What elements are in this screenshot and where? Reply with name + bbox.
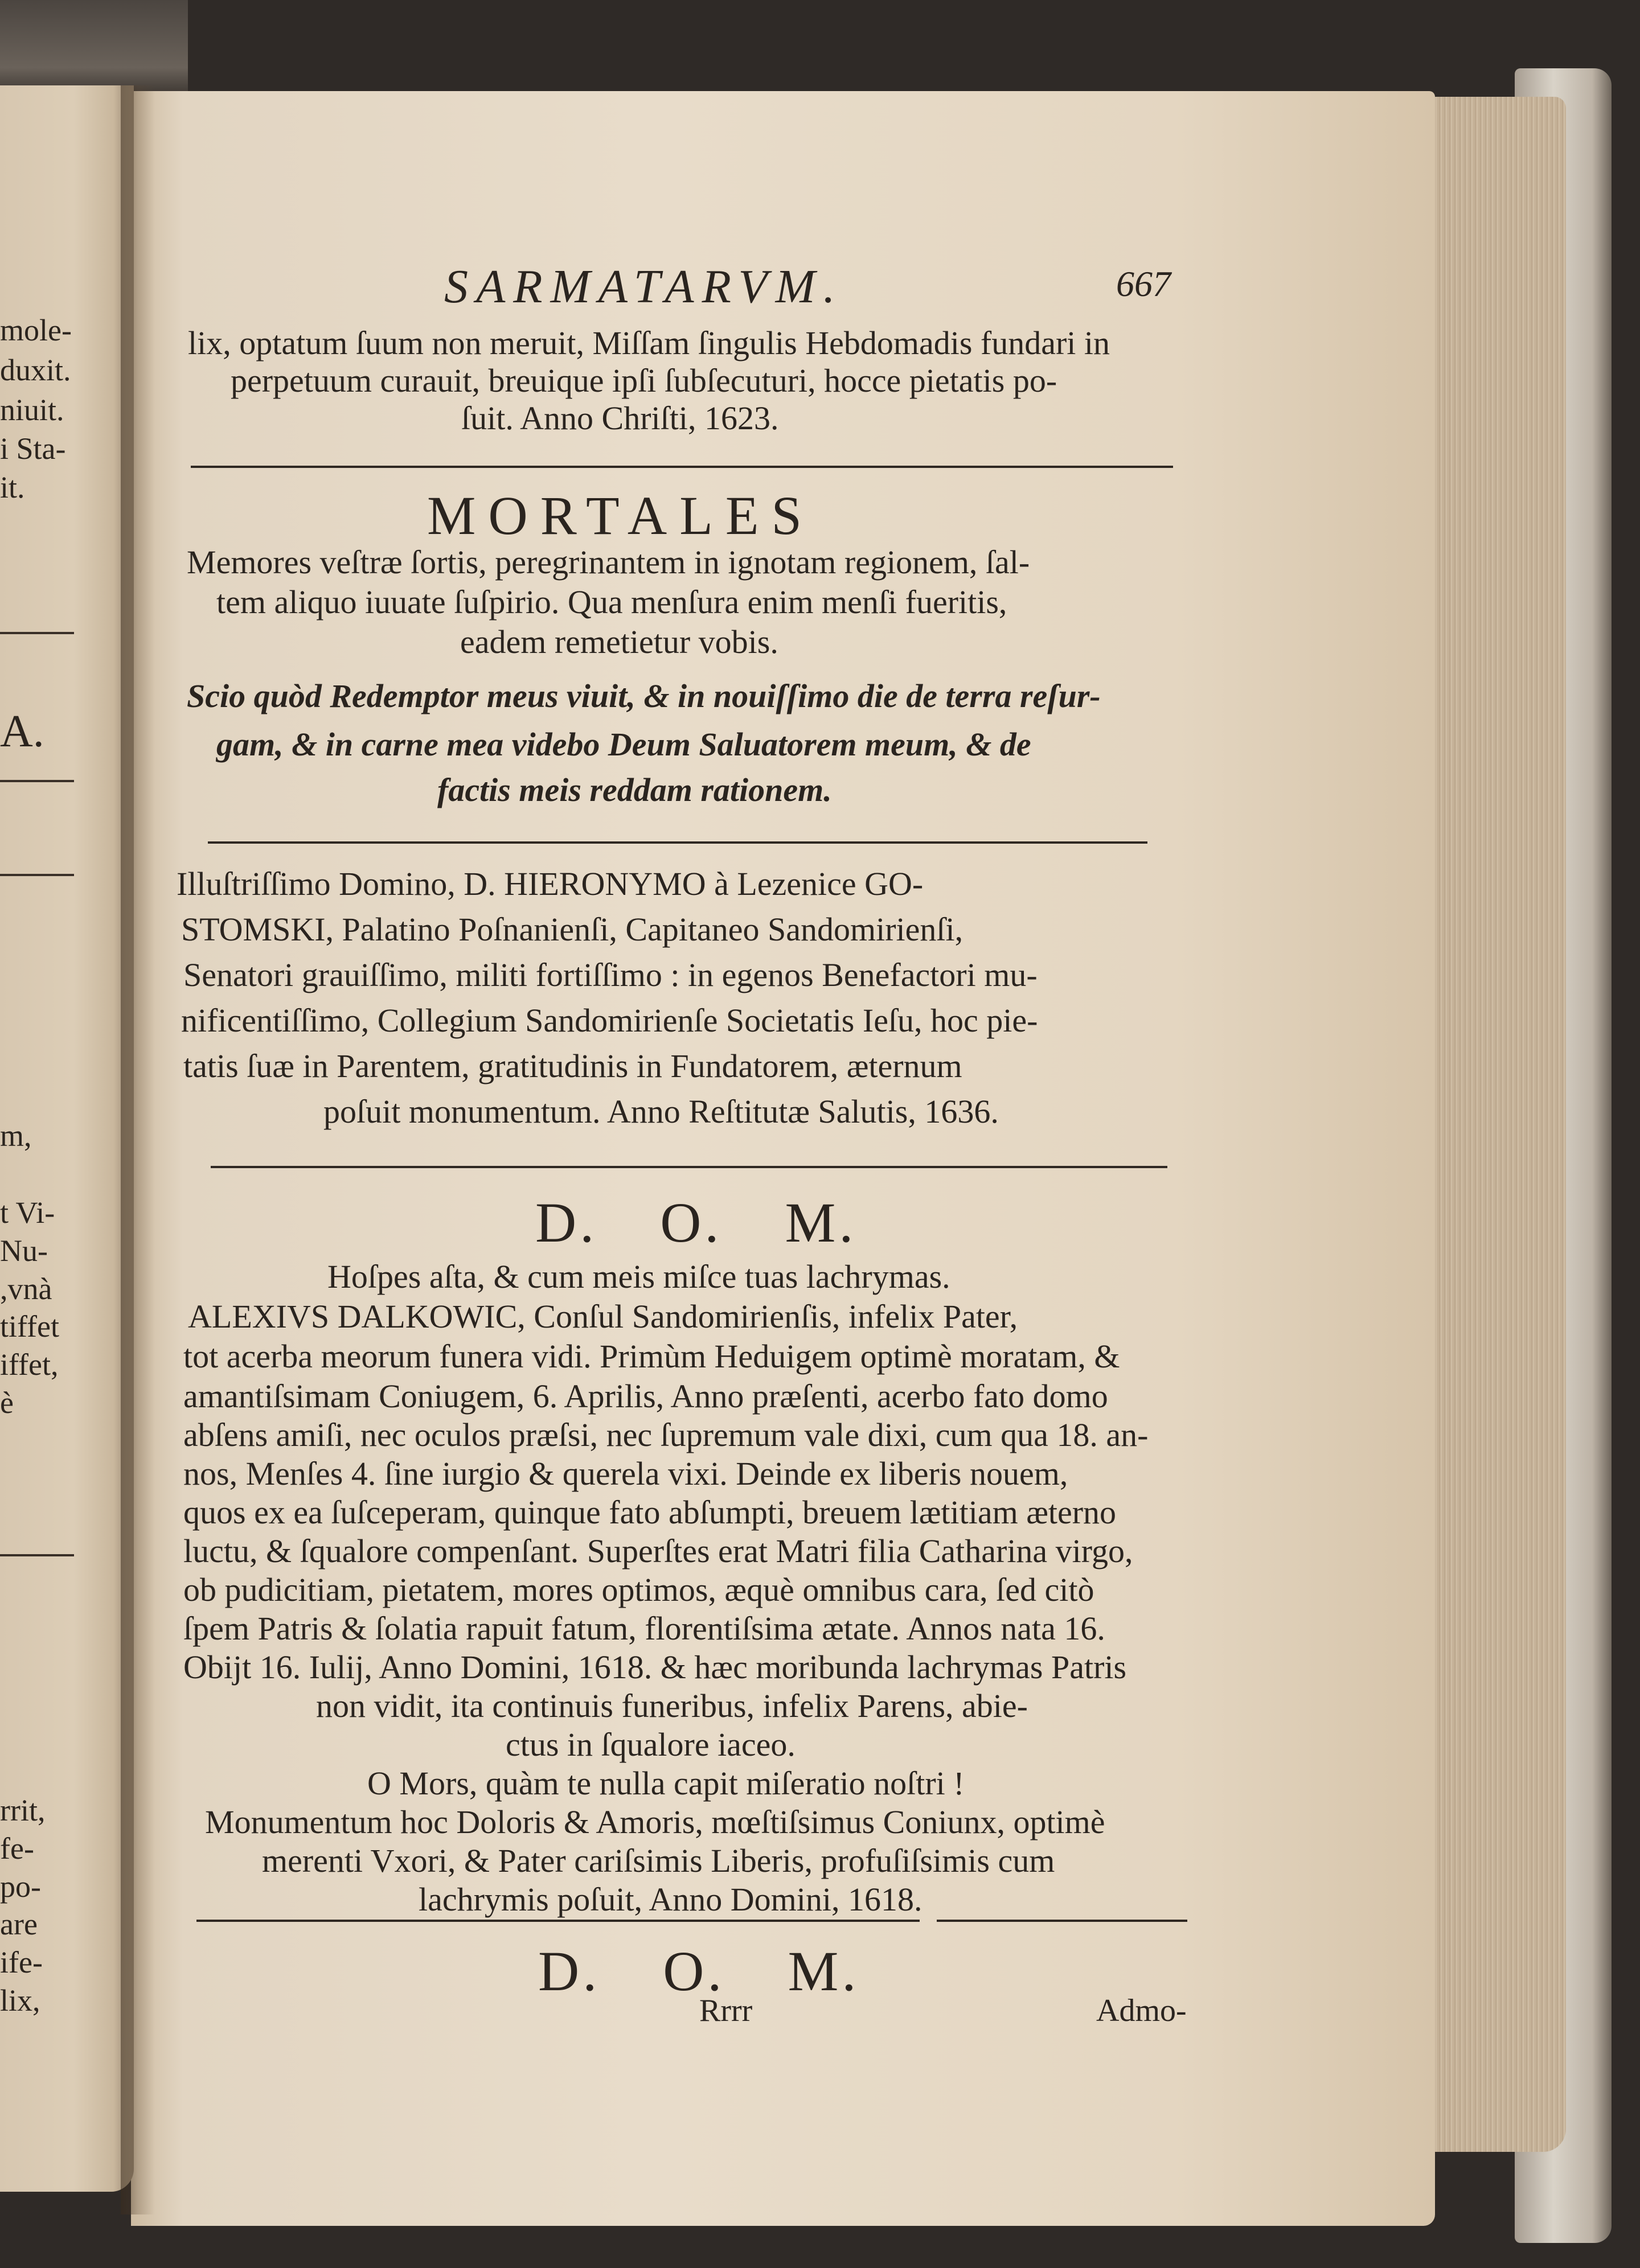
text-line: abſens amiſi, nec oculos præſsi, nec ſupremum vale dixi, cum qua 18. an- [183, 1416, 1149, 1453]
text-line: eadem remetietur vobis. [460, 623, 778, 660]
left-fragment: m, [0, 1119, 32, 1153]
left-rule [0, 632, 74, 634]
section-rule [208, 841, 1147, 844]
page-block-edges [1412, 97, 1566, 2152]
text-line: Obijt 16. Iulij, Anno Domini, 1618. & hæc moribunda lachrymas Patris [183, 1649, 1127, 1686]
book-gutter [121, 85, 155, 2214]
text-line: nificentiſſimo, Collegium Sandomirienſe Societatis Ieſu, hoc pie- [181, 1002, 1038, 1039]
left-fragment: iffet, [0, 1347, 59, 1382]
left-fragment: duxit. [0, 353, 71, 387]
section-rule [211, 1166, 1167, 1168]
section-rule [196, 1920, 920, 1922]
left-fragment: ife- [0, 1945, 43, 1979]
left-fragment: rrit, [0, 1793, 46, 1827]
text-line: Senatori grauiſſimo, militi fortiſſimo : in egenos Benefactori mu- [183, 956, 1038, 993]
text-line: perpetuum curauit, breuique ipſi ſubſecuturi, hocce pietatis po- [231, 362, 1057, 399]
left-fragment: fe- [0, 1831, 34, 1866]
left-fragment: niuit. [0, 393, 64, 427]
italic-line: factis meis reddam rationem. [437, 771, 832, 808]
text-line: quos ex ea ſuſceperam, quinque fato abſumpti, breuem lætitiam æterno [183, 1494, 1117, 1531]
left-fragment: t Vi- [0, 1195, 55, 1230]
left-rule [0, 780, 74, 782]
text-line: STOMSKI, Palatino Poſnanienſi, Capitaneo Sandomirienſi, [181, 911, 964, 948]
left-fragment: A. [0, 706, 44, 757]
section-rule [937, 1920, 1187, 1922]
page-number: 667 [1116, 264, 1171, 304]
text-line: amantiſsimam Coniugem, 6. Aprilis, Anno præſenti, acerbo fato domo [183, 1378, 1108, 1415]
left-fragment: mole- [0, 313, 72, 347]
text-line: tot acerba meorum funera vidi. Primùm Heduigem optimè moratam, & [183, 1338, 1120, 1375]
text-line: Memores veſtræ ſortis, peregrinantem in ignotam regionem, ſal- [187, 544, 1030, 581]
section-heading: MORTALES [427, 485, 814, 546]
left-fragment: are [0, 1907, 38, 1941]
text-line: lix, optatum ſuum non meruit, Miſſam ſingulis Hebdomadis fundari in [188, 324, 1110, 361]
text-line: Illuſtriſſimo Domino, D. HIERONYMO à Lezenice GO- [177, 865, 924, 902]
signature-mark: Rrrr [699, 1993, 753, 2028]
left-fragment: lix, [0, 1983, 40, 2018]
dom-letter: O. [660, 1191, 723, 1254]
book-spine-top [0, 0, 188, 97]
text-line: ſpem Patris & ſolatia rapuit fatum, florentiſsima ætate. Annos nata 16. [183, 1610, 1105, 1647]
text-line: poſuit monumentum. Anno Reſtitutæ Salutis, 1636. [323, 1093, 999, 1130]
text-line: non vidit, ita continuis funeribus, infelix Parens, abie- [316, 1687, 1028, 1724]
text-line: Monumentum hoc Doloris & Amoris, mœſtiſsimus Coniunx, optimè [205, 1803, 1105, 1840]
dom-letter: M. [785, 1191, 857, 1254]
left-fragment: tiffet [0, 1309, 59, 1343]
text-line: tem aliquo iuuate ſuſpirio. Qua menſura enim menſi fueritis, [216, 584, 1007, 621]
text-line: merenti Vxori, & Pater cariſsimis Liberis, profuſiſsimis cum [262, 1842, 1055, 1879]
left-fragment: po- [0, 1870, 41, 1904]
left-fragment: i Sta- [0, 432, 66, 466]
left-rule [0, 1554, 74, 1556]
text-line: ſuit. Anno Chriſti, 1623. [461, 400, 779, 437]
left-rule [0, 874, 74, 876]
text-line: ob pudicitiam, pietatem, mores optimos, æquè omnibus cara, ſed citò [183, 1571, 1094, 1608]
italic-line: Scio quòd Redemptor meus viuit, & in nouiſſimo die de terra reſur- [187, 677, 1101, 714]
text-line: lachrymis poſuit, Anno Domini, 1618. [419, 1881, 922, 1918]
left-fragment: ,vnà [0, 1272, 52, 1306]
text-line: ctus in ſqualore iaceo. [506, 1726, 796, 1763]
dom-letter: M. [788, 1940, 860, 2003]
text-line: Hoſpes aſta, & cum meis miſce tuas lachrymas. [327, 1258, 950, 1295]
dom-letter: O. [663, 1940, 725, 2003]
dom-heading [535, 1190, 919, 1255]
text-line: luctu, & ſqualore compenſant. Superſtes erat Matri filia Catharina virgo, [183, 1532, 1133, 1569]
italic-line: gam, & in carne mea videbo Deum Saluatorem meum, & de [216, 726, 1031, 763]
left-page [0, 85, 134, 2192]
text-line: ALEXIVS DALKOWIC, Conſul Sandomirienſis, infelix Pater, [188, 1298, 1018, 1335]
text-line: O Mors, quàm te nulla capit miſeratio noſtri ! [367, 1765, 965, 1802]
dom-letter: D. [538, 1940, 601, 2003]
text-line: tatis ſuæ in Parentem, gratitudinis in Fundatorem, æternum [183, 1047, 962, 1084]
running-head: SARMATARVM. [444, 260, 843, 313]
text-line: nos, Menſes 4. ſine iurgio & querela vixi. Deinde ex liberis nouem, [183, 1455, 1068, 1492]
section-rule [191, 466, 1173, 468]
dom-letter: D. [535, 1191, 598, 1254]
left-fragment: è [0, 1386, 14, 1420]
left-fragment: it. [0, 470, 25, 504]
catchword: Admo- [1096, 1993, 1187, 2028]
left-fragment: Nu- [0, 1234, 48, 1268]
